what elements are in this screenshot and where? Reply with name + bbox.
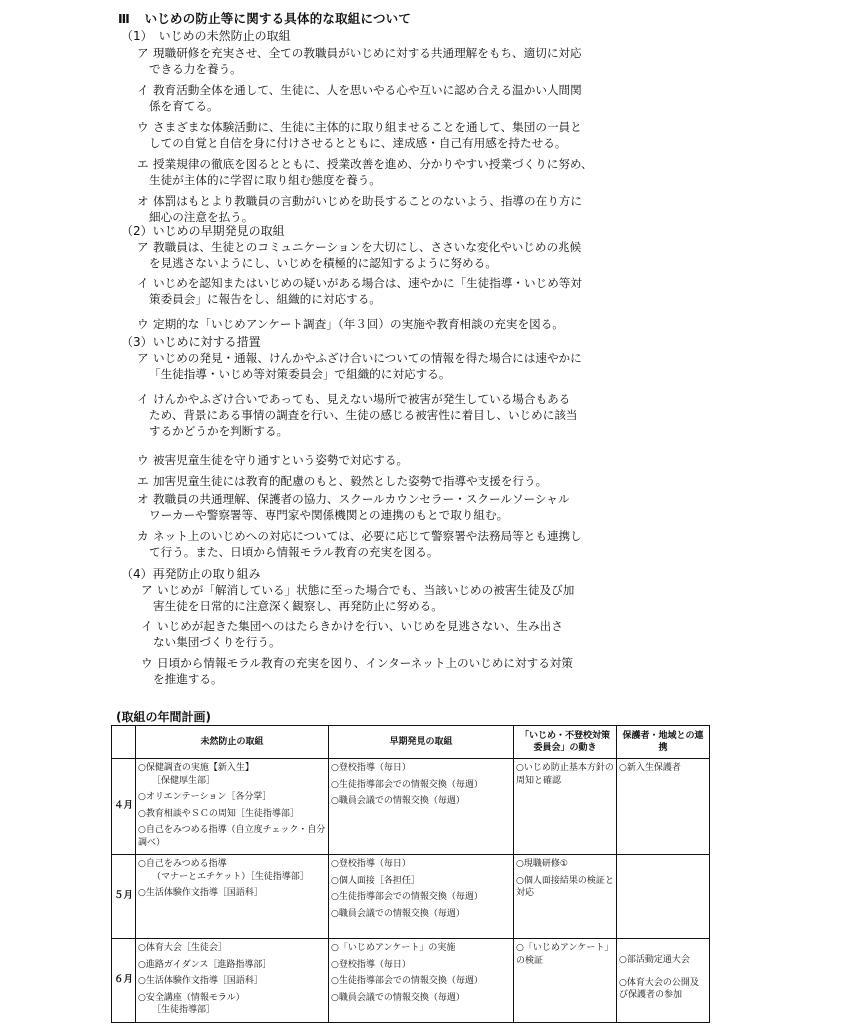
list-item: [138, 858, 326, 883]
heading-text: いじめの防止等に関する具体的な取組について: [144, 11, 412, 26]
list-item: ○個人面接結果の検証と対応: [516, 875, 614, 898]
early-detection-cell: [329, 939, 514, 1023]
item-line: するかどうかを判断する。: [149, 424, 289, 438]
section-3-item-ka: [137, 528, 622, 560]
item-line: いじめが起きた集団へのはたらきかけを行い、いじめを見逃さない、生み出さ: [157, 619, 563, 633]
section-1-item-e: [137, 156, 622, 188]
item-line: ワーカーや警察署等、専門家や関係機関との連携のもとで取り組む。: [149, 508, 509, 522]
list-item: ○体育大会の公開及び保護者の参加: [619, 977, 699, 1000]
prevention-cell: [136, 939, 329, 1023]
item-line: 授業規律の徹底を図るとともに、授業改善を進め、分かりやすい授業づくりに努め、: [153, 157, 593, 171]
early-detection-cell: [329, 759, 514, 855]
header-committee: 「いじめ・不登校対策委員会」の動き: [514, 726, 617, 759]
list-item: ○登校指導（毎日）: [331, 959, 411, 970]
community-cell: [617, 759, 710, 855]
header-prevention: 未然防止の取組: [136, 726, 329, 759]
item-line: けんかやふざけ合いであっても、見えない場所で被害が発生している場合もある: [153, 392, 571, 406]
item-line: を見逃さないようにし、いじめを積極的に認知するように努める。: [149, 256, 497, 270]
entry-text: ○オリエンテーション［各分掌］: [138, 792, 272, 802]
section-2-item-a: [137, 239, 622, 271]
header-community: 保護者・地域との連携: [617, 726, 710, 759]
item-marker: イ: [137, 392, 149, 406]
heading-number: Ⅲ: [118, 11, 131, 26]
committee-cell: [514, 855, 617, 939]
list-item: [138, 791, 326, 804]
list-item: ○新入生保護者: [619, 763, 681, 773]
entry-sub: （マナーとエチケット）［生徒指導部］: [152, 871, 309, 882]
list-item: ○職員会議での情報交換（毎週）: [331, 908, 465, 919]
committee-cell: [514, 939, 617, 1023]
list-item: [138, 975, 326, 988]
section-1-item-a: [137, 45, 622, 77]
section-2-item-i: [137, 275, 622, 307]
list-item: ○職員会議での情報交換（毎週）: [331, 992, 465, 1003]
list-item: ○いじめ防止基本方針の周知と確認: [516, 763, 614, 786]
annual-plan-table: [111, 725, 710, 1023]
item-line: 害生徒を日常的に注意深く観察し、再発防止に努める。: [153, 599, 443, 613]
list-item: [138, 942, 326, 955]
item-line: 策委員会」に報告をし、組織的に対応する。: [149, 292, 381, 306]
list-item: ○生徒指導部会での情報交換（毎週）: [331, 892, 483, 902]
community-cell: [617, 939, 710, 1023]
item-marker: ア: [137, 46, 149, 60]
section-2-item-u: [137, 316, 622, 332]
entry-text: ○自己をみつめる指導: [138, 859, 227, 869]
item-marker: エ: [137, 157, 149, 171]
item-line: 細心の注意を払う。: [149, 210, 254, 224]
item-marker: オ: [137, 492, 149, 506]
item-line: 体罰はもとより教職員の言動がいじめを助長することのないよう、指導の在り方に: [153, 194, 582, 208]
list-item: ○登校指導（毎日）: [331, 763, 411, 773]
item-line: て行う。また、日頃から情報モラル教育の充実を図る。: [149, 545, 439, 559]
item-line: 係を育てる。: [149, 99, 219, 113]
table-row: [112, 939, 710, 1023]
list-item: [138, 887, 326, 900]
item-line: 現職研修を充実させ、全ての教職員がいじめに対する共通理解をもち、適切に対応: [153, 46, 582, 60]
item-line: ない集団づくりを行う。: [153, 635, 281, 649]
item-marker: ア: [141, 583, 153, 597]
item-line: 教職員は、生徒とのコミュニケーションを大切にし、ささいな変化やいじめの兆候: [153, 240, 582, 254]
list-item: ○生徒指導部会での情報交換（毎週）: [331, 779, 483, 790]
section-3-title: （3）いじめに対する措置: [121, 335, 261, 349]
section-3-item-i: [137, 391, 622, 439]
item-line: ネット上のいじめへの対応については、必要に応じて警察署や法務局等とも連携し: [153, 529, 582, 543]
list-item: [138, 808, 326, 821]
item-marker: オ: [137, 194, 149, 208]
entry-text: ○生活体験作文指導［国語科］: [138, 976, 263, 986]
list-item: [138, 992, 326, 1017]
entry-text: ○保健調査の実施【新入生】: [138, 763, 254, 773]
month-cell: ４月: [112, 759, 136, 855]
item-line: ため、背景にある事情の調査を行い、生徒の感じる被害性に着目し、いじめに該当: [149, 408, 578, 422]
item-line: さまざまな体験活動に、生徒に主体的に取り組ませることを通して、集団の一員と: [153, 120, 582, 134]
item-line: 「生徒指導・いじめ等対策委員会」で組織的に対応する。: [149, 367, 451, 381]
item-line: 定期的な「いじめアンケート調査」（年３回）の実施や教育相談の充実を図る。: [153, 317, 564, 331]
plan-title: (取組の年間計画): [116, 710, 211, 724]
prevention-cell: [136, 855, 329, 939]
section-3-item-e: [137, 473, 622, 489]
item-marker: ウ: [137, 120, 149, 134]
item-line: 教育活動全体を通して、生徒に、人を思いやる心や互いに認め合える温かい人間関: [153, 83, 582, 97]
section-3-item-o: [137, 491, 622, 523]
month-cell: ６月: [112, 939, 136, 1023]
item-line: 加害児童生徒には教育的配慮のもと、毅然とした姿勢で指導や支援を行う。: [153, 474, 548, 488]
item-marker: ア: [137, 240, 149, 254]
section-1-item-i: [137, 82, 622, 114]
header-month: [112, 726, 136, 759]
list-item: ○職員会議での情報交換（毎週）: [331, 796, 465, 806]
section-3-item-u: [137, 452, 622, 468]
item-marker: カ: [137, 529, 149, 543]
list-item: ○生徒指導部会での情報交換（毎週）: [331, 976, 483, 986]
item-line: いじめの発見・通報、けんかやふざけ合いについての情報を得た場合には速やかに: [153, 351, 582, 365]
entry-sub: ［保健厚生部］: [152, 775, 216, 786]
entry-sub: ［生徒指導部］: [152, 1005, 216, 1015]
list-item: ○部活動定通大会: [619, 955, 690, 965]
list-item: [138, 824, 326, 849]
item-line: できる力を養う。: [149, 62, 242, 76]
prevention-cell: [136, 759, 329, 855]
section-1-item-o: [137, 193, 622, 225]
item-line: 被害児童生徒を守り通すという姿勢で対応する。: [153, 453, 409, 467]
item-marker: エ: [137, 474, 149, 488]
item-marker: イ: [137, 276, 149, 290]
item-marker: ウ: [137, 317, 149, 331]
entry-text: ○生活体験作文指導［国語科］: [138, 888, 263, 898]
section-heading: [118, 9, 411, 27]
item-line: しての自覚と自信を身に付けさせるとともに、達成感・自己有用感を持たせる。: [149, 136, 567, 150]
item-marker: ウ: [141, 656, 153, 670]
item-line: いじめを認知またはいじめの疑いがある場合は、速やかに「生徒指導・いじめ等対: [153, 276, 582, 290]
entry-text: ○進路ガイダンス［進路指導部］: [138, 959, 272, 970]
entry-text: ○自己をみつめる指導（自立度チェック・自分調べ）: [138, 825, 326, 848]
table-row: [112, 855, 710, 939]
section-4-item-i: [141, 618, 626, 650]
section-4-title: （4）再発防止の取り組み: [121, 567, 261, 581]
item-line: いじめが「解消している」状態に至った場合でも、当該いじめの被害生徒及び加: [157, 583, 575, 597]
item-marker: ア: [137, 351, 149, 365]
section-3-item-a: [137, 350, 622, 382]
list-item: [138, 959, 326, 972]
item-line: 日頃から情報モラル教育の充実を図り、インターネット上のいじめに対する対策: [157, 656, 573, 670]
item-line: 生徒が主体的に学習に取り組む態度を養う。: [149, 173, 381, 187]
header-early-detection: 早期発見の取組: [329, 726, 514, 759]
list-item: ○「いじめアンケート」の実施: [331, 943, 456, 953]
list-item: ○現職研修①: [516, 859, 568, 869]
item-marker: イ: [141, 619, 153, 633]
item-line: を推進する。: [153, 672, 223, 686]
entry-text: ○体育大会［生徒会］: [138, 943, 227, 953]
entry-text: ○教育相談やＳＣの周知［生徒指導部］: [138, 808, 299, 819]
table-row: [112, 759, 710, 855]
list-item: ○登校指導（毎日）: [331, 859, 411, 869]
list-item: ○「いじめアンケート」の検証: [516, 943, 614, 966]
item-marker: ウ: [137, 453, 149, 467]
table-header-row: [112, 726, 710, 759]
community-cell: [617, 855, 710, 939]
month-cell: ５月: [112, 855, 136, 939]
item-line: 教職員の共通理解、保護者の協力、スクールカウンセラー・スクールソーシャル: [153, 492, 570, 506]
entry-text: ○安全講座（情報モラル）: [138, 992, 245, 1003]
section-1-item-u: [137, 119, 622, 151]
section-1-title: （1） いじめの未然防止の取組: [121, 29, 291, 43]
section-4-item-a: [141, 582, 626, 614]
list-item: [138, 762, 326, 787]
committee-cell: [514, 759, 617, 855]
list-item: ○個人面接［各担任］: [331, 875, 420, 886]
item-marker: イ: [137, 83, 149, 97]
section-2-title: （2）いじめの早期発見の取組: [121, 224, 285, 238]
early-detection-cell: [329, 855, 514, 939]
section-4-item-u: [141, 655, 626, 687]
